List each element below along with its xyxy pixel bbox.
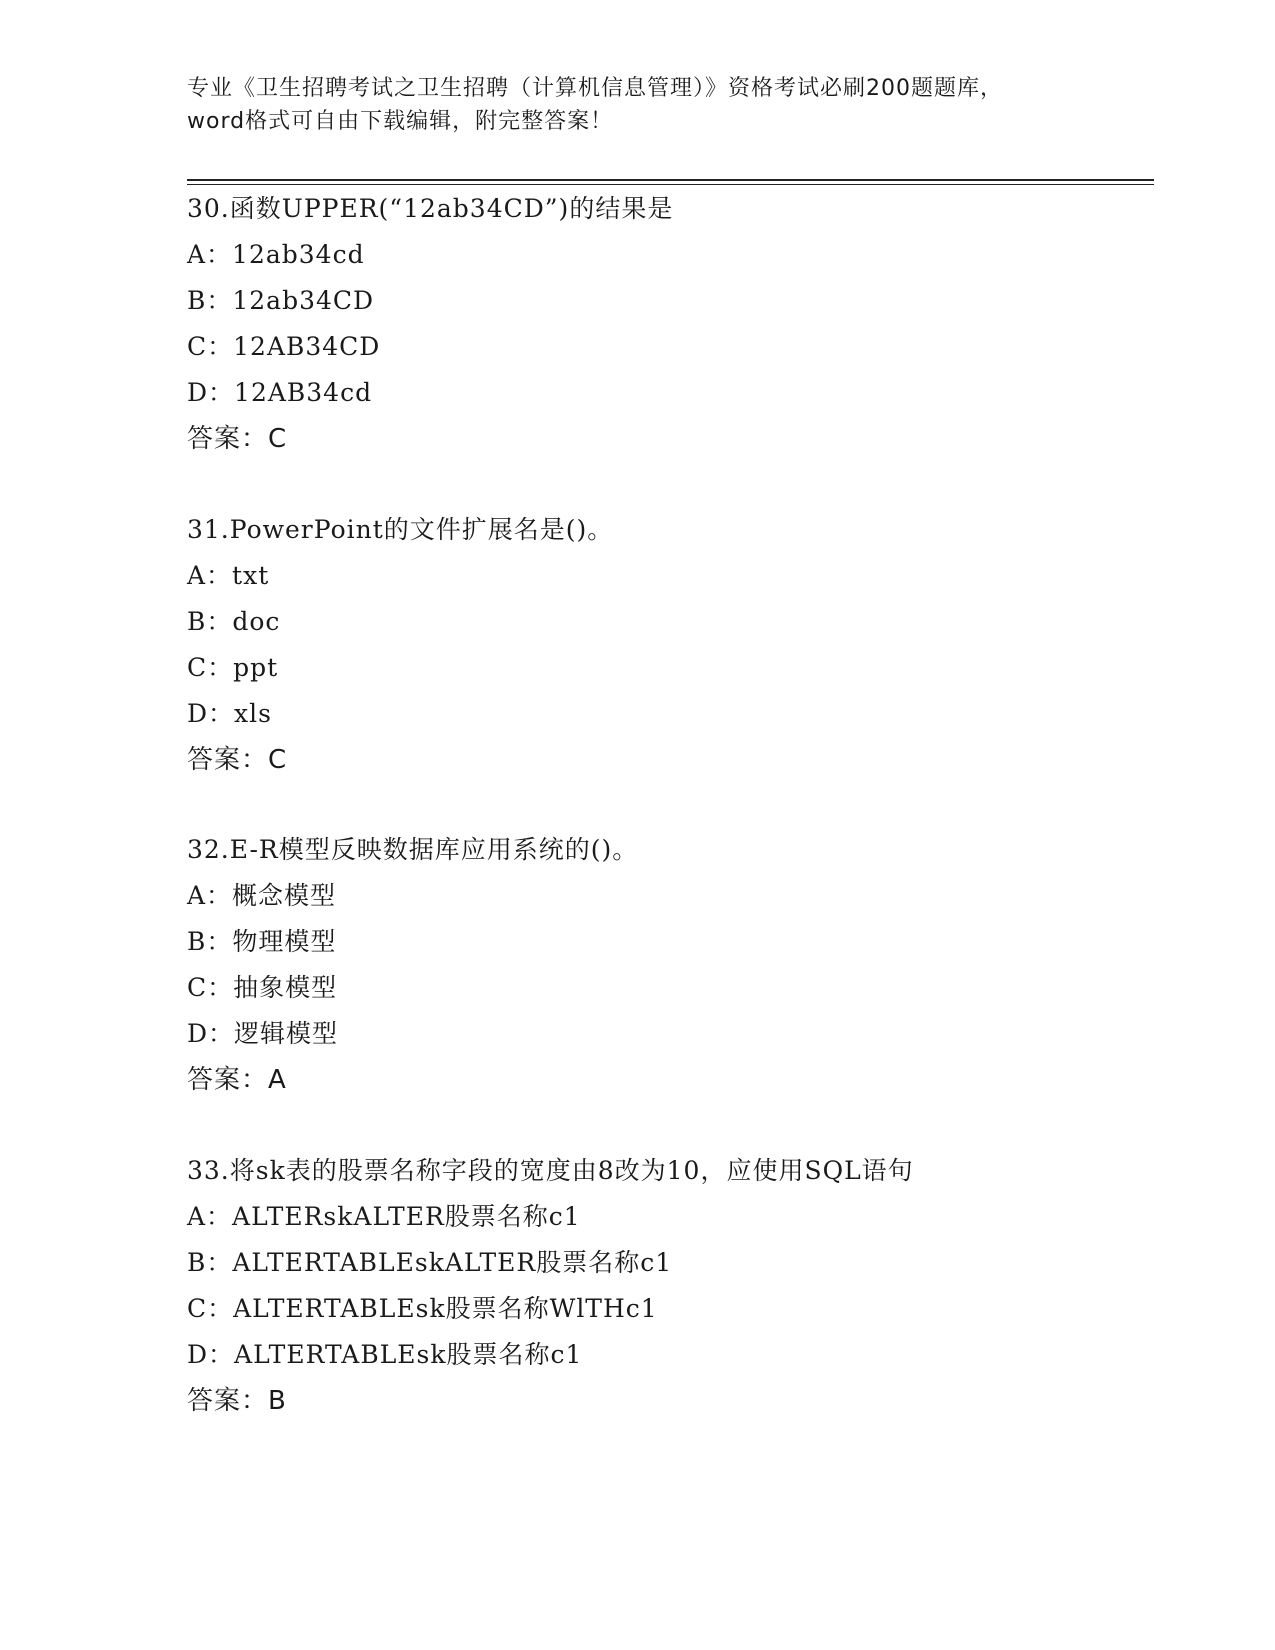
option-b: B：ALTERTABLEskALTER股票名称c1 [187,1248,673,1277]
question-32 [187,827,1147,1103]
document-header [187,72,1087,138]
option-b: B：12ab34CD [187,286,375,315]
question-30 [187,186,1147,462]
header-divider-thin [187,184,1154,185]
option-c: C：12AB34CD [187,332,381,361]
header-divider-thick [187,179,1154,181]
option-d: D：12AB34cd [187,378,373,407]
option-a: A：txt [187,561,270,590]
option-d: D：ALTERTABLEsk股票名称c1 [187,1340,583,1369]
question-stem: 31.PowerPoint的文件扩展名是()。 [187,515,614,544]
answer-line: 答案：B [187,1386,287,1416]
option-c: C：ALTERTABLEsk股票名称WlTHc1 [187,1294,658,1323]
option-a: A：ALTERskALTER股票名称c1 [187,1202,581,1231]
question-stem: 30.函数UPPER(“12ab34CD”)的结果是 [187,194,674,223]
question-stem: 33.将sk表的股票名称字段的宽度由8改为10，应使用SQL语句 [187,1156,914,1185]
answer-line: 答案：C [187,745,288,775]
answer-line: 答案：C [187,424,288,454]
option-b: B：物理模型 [187,927,337,956]
header-line-2: word格式可自由下载编辑，附完整答案！ [187,109,614,134]
option-d: D：xls [187,699,272,728]
question-stem: 32.E-R模型反映数据库应用系统的()。 [187,835,639,864]
option-b: B：doc [187,607,281,636]
question-33 [187,1148,1147,1424]
option-d: D：逻辑模型 [187,1019,339,1048]
header-line-1: 专业《卫生招聘考试之卫生招聘（计算机信息管理）》资格考试必刷200题题库， [187,76,1003,101]
option-a: A：概念模型 [187,881,337,910]
option-c: C：ppt [187,653,279,682]
option-c: C：抽象模型 [187,973,338,1002]
answer-line: 答案：A [187,1065,287,1095]
question-31 [187,507,1147,783]
option-a: A：12ab34cd [187,240,365,269]
